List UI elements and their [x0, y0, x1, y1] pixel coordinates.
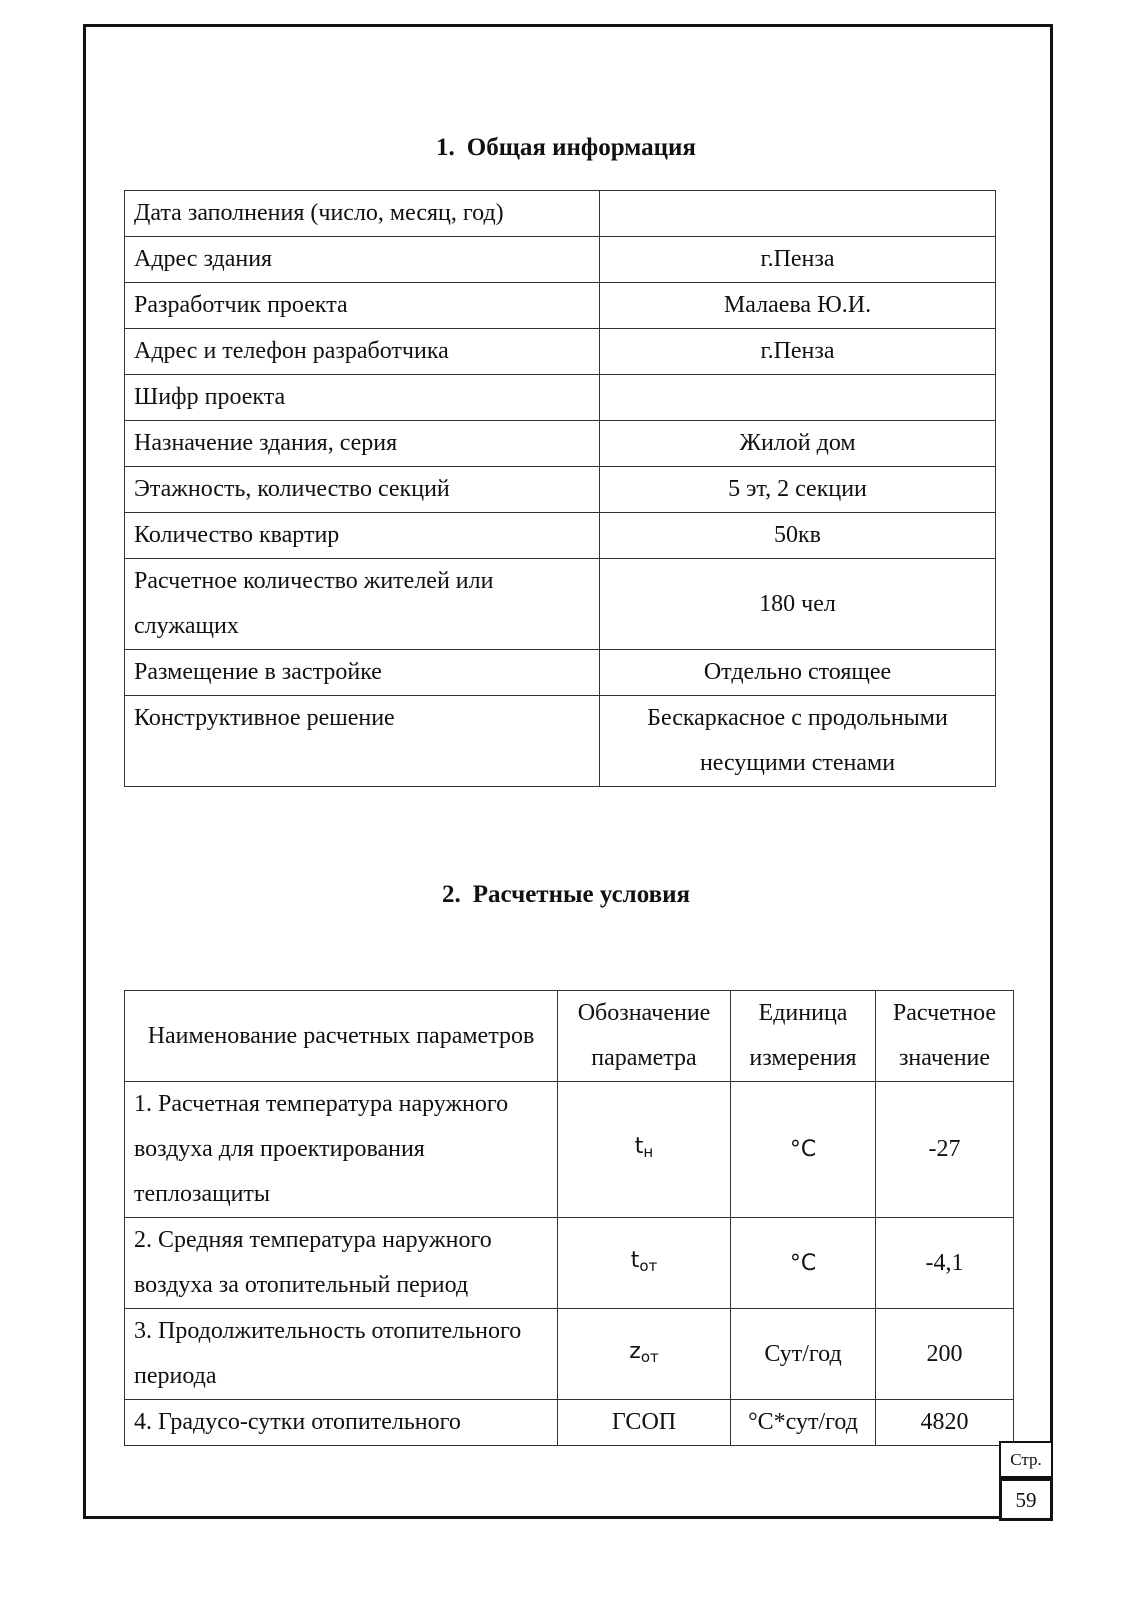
column-header: Обозначение параметра [558, 991, 731, 1082]
row-value: Отдельно стоящее [600, 650, 996, 696]
row-label: Дата заполнения (число, месяц, год) [125, 191, 600, 237]
page-number: 59 [999, 1478, 1053, 1521]
section2-title: Расчетные условия [472, 881, 691, 908]
section2-heading [0, 881, 1132, 909]
row-label: Этажность, количество секций [125, 467, 600, 513]
symbol-subscript: от [640, 1347, 659, 1366]
row-value: Жилой дом [600, 421, 996, 467]
table-row [125, 696, 996, 787]
design-conditions-table [124, 990, 1014, 1446]
unit-text: °C [789, 1137, 817, 1162]
column-header: Расчетное значение [876, 991, 1014, 1082]
table-row [125, 237, 996, 283]
parameter-symbol [558, 1218, 731, 1309]
parameter-symbol: ГСОП [558, 1400, 731, 1446]
row-value: г.Пенза [600, 329, 996, 375]
parameter-name: 1. Расчетная температура наружного воздуха для проектирования теплозащиты [125, 1082, 558, 1218]
page-stamp-label: Стр. [999, 1441, 1053, 1478]
row-label: Разработчик проекта [125, 283, 600, 329]
table-row [125, 559, 996, 650]
row-value: 180 чел [600, 559, 996, 650]
row-label: Шифр проекта [125, 375, 600, 421]
table-row [125, 329, 996, 375]
table-row [125, 191, 996, 237]
table-row [125, 375, 996, 421]
parameter-value: 4820 [876, 1400, 1014, 1446]
row-value: 50кв [600, 513, 996, 559]
row-label: Адрес и телефон разработчика [125, 329, 600, 375]
parameter-name: 4. Градусо-сутки отопительного [125, 1400, 558, 1446]
row-label: Размещение в застройке [125, 650, 600, 696]
symbol-subscript: от [639, 1256, 658, 1275]
parameter-value: 200 [876, 1309, 1014, 1400]
row-label: Количество квартир [125, 513, 600, 559]
parameter-symbol [558, 1082, 731, 1218]
parameter-unit [731, 1082, 876, 1218]
header-row [125, 991, 1014, 1082]
row-value: г.Пенза [600, 237, 996, 283]
table-row [125, 650, 996, 696]
table-row [125, 1400, 1014, 1446]
table-row [125, 1082, 1014, 1218]
parameter-name: 2. Средняя температура наружного воздуха за отопительный период [125, 1218, 558, 1309]
parameter-value: -4,1 [876, 1218, 1014, 1309]
row-value [600, 191, 996, 237]
parameter-unit [731, 1218, 876, 1309]
row-label: Назначение здания, серия [125, 421, 600, 467]
unit-text: °C [789, 1250, 817, 1276]
row-label: Расчетное количество жителей или служащих [125, 559, 600, 650]
table-row [125, 1309, 1014, 1400]
parameter-name: 3. Продолжительность отопительного периода [125, 1309, 558, 1400]
table-row [125, 467, 996, 513]
row-label: Адрес здания [125, 237, 600, 283]
row-value [600, 375, 996, 421]
row-value: Малаева Ю.И. [600, 283, 996, 329]
symbol-subscript: н [643, 1143, 654, 1161]
parameter-unit: °C*сут/год [731, 1400, 876, 1446]
section1-heading [0, 134, 1132, 162]
section1-title: Общая информация [466, 134, 696, 161]
parameter-value: -27 [876, 1082, 1014, 1218]
column-header: Единица измерения [731, 991, 876, 1082]
symbol-base: t [630, 1247, 640, 1273]
section1-number: 1. [436, 134, 455, 161]
table-row [125, 1218, 1014, 1309]
row-value: 5 эт, 2 секции [600, 467, 996, 513]
symbol-base: t [634, 1134, 644, 1159]
column-header: Наименование расчетных параметров [125, 991, 558, 1082]
symbol-base: z [629, 1338, 641, 1364]
table-row [125, 513, 996, 559]
section2-number: 2. [441, 881, 461, 908]
general-info-table [124, 190, 996, 787]
parameter-symbol [558, 1309, 731, 1400]
row-value: Бескаркасное с продольными несущими стенами [600, 696, 996, 787]
row-label: Конструктивное решение [125, 696, 600, 787]
parameter-unit: Сут/год [731, 1309, 876, 1400]
table-row [125, 421, 996, 467]
table-row [125, 283, 996, 329]
